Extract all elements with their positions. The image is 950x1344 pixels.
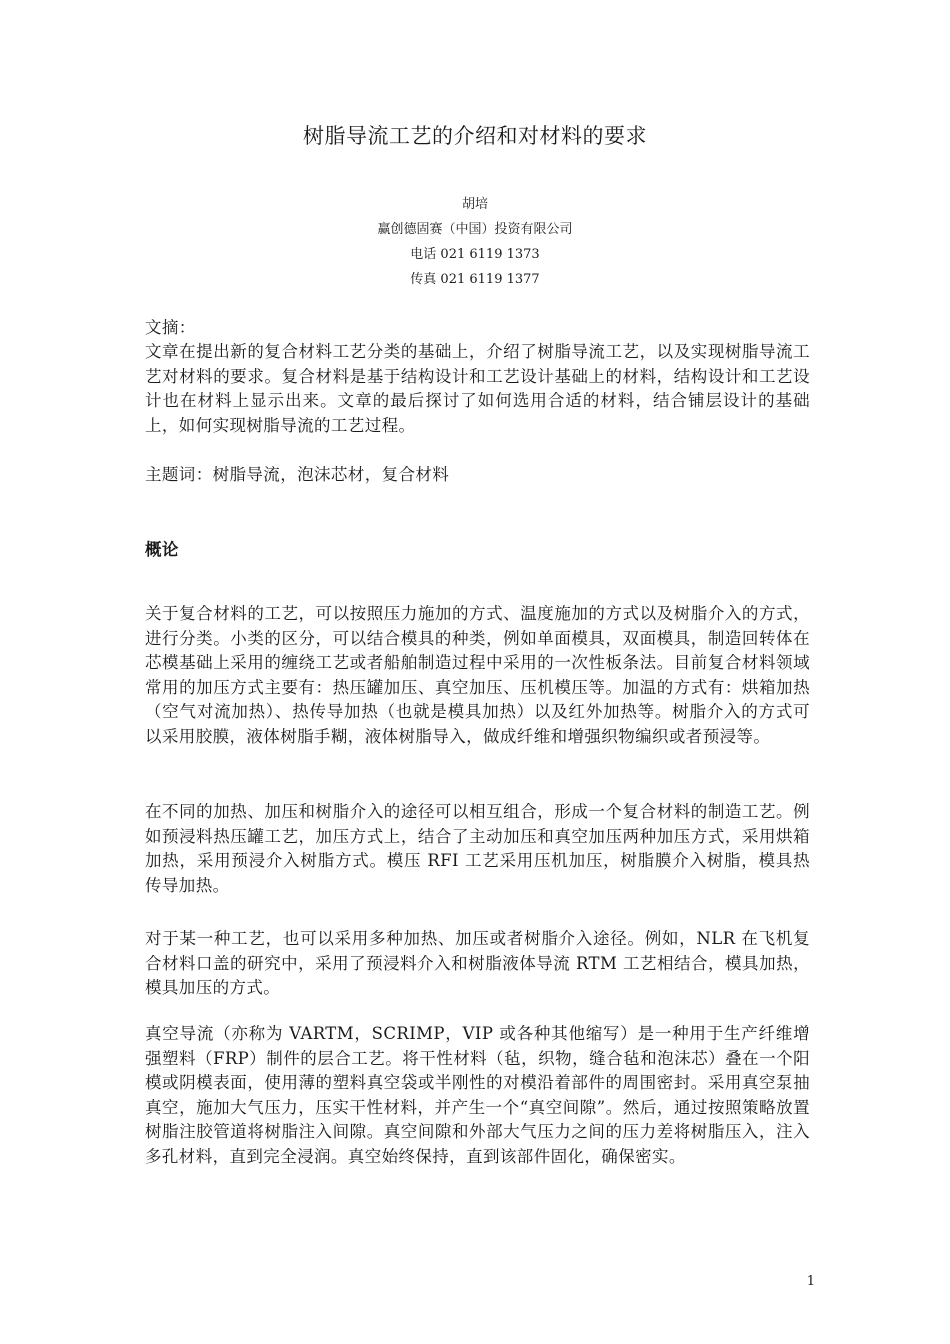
fax-number: 传真 021 6119 1377 (410, 272, 540, 287)
body-paragraph: 对于某一种工艺，也可以采用多种加热、加压或者树脂介入途径。例如，NLR 在飞机复合材料口盖的研究中，采用了预浸料介入和树脂液体导流 RTM 工艺相结合，模具加热，模具加压的方式。 (145, 929, 810, 997)
abstract-text: 文章在提出新的复合材料工艺分类的基础上，介绍了树脂导流工艺，以及实现树脂导流工艺对材料的要求。复合材料是基于结构设计和工艺设计基础上的材料，结构设计和工艺设计也在材料上显示出来。文章的最后探讨了如何选用合适的材料，结合铺层设计的基础上，如何实现树脂导流的工艺过程。 (145, 342, 810, 435)
company-name: 赢创德固赛（中国）投资有限公司 (377, 222, 573, 237)
body-paragraph: 在不同的加热、加压和树脂介入的途径可以相互组合，形成一个复合材料的制造工艺。例如预浸料热压罐工艺，加压方式上，结合了主动加压和真空加压两种加压方式，采用烘箱加热，采用预浸介入树脂方式。模压 RFI 工艺采用压机加压，树脂膜介入树脂，模具热传导加热。 (145, 802, 810, 895)
document-title: 树脂导流工艺的介绍和对材料的要求 (303, 124, 647, 148)
abstract-label: 文摘： (145, 318, 196, 337)
author-name: 胡培 (461, 197, 488, 212)
author-block (0, 192, 950, 292)
phone-number: 电话 021 6119 1373 (410, 247, 540, 262)
keywords-line: 主题词：树脂导流，泡沫芯材，复合材料 (145, 465, 450, 484)
body-paragraph: 真空导流（亦称为 VARTM，SCRIMP，VIP 或各种其他缩写）是一种用于生产纤维增强塑料（FRP）制件的层合工艺。将干性材料（毡，织物，缝合毡和泡沫芯）叠在一个阳模或阴模表面，使用薄的塑料真空袋或半刚性的对模沿着部件的周围密封。采用真空泵抽真空，施加大气压力，压实干性材料，并产生一个“真空间隙”。然后，通过按照策略放置树脂注胶管道将树脂注入间隙。真空间隙和外部大气压力之间的压力差将树脂压入，注入多孔材料，直到完全浸润。真空始终保持，直到该部件固化，确保密实。 (145, 1024, 810, 1166)
section-heading: 概论 (145, 540, 179, 559)
body-paragraph: 关于复合材料的工艺，可以按照压力施加的方式、温度施加的方式以及树脂介入的方式，进行分类。小类的区分，可以结合模具的种类，例如单面模具，双面模具，制造回转体在芯模基础上采用的缠绕工艺或者船舶制造过程中采用的一次性板条法。目前复合材料领域常用的加压方式主要有：热压罐加压、真空加压、压机模压等。加温的方式有：烘箱加热（空气对流加热）、热传导加热（也就是模具加热）以及红外加热等。树脂介入的方式可以采用胶膜，液体树脂手糊，液体树脂导入，做成纤维和增强织物编织或者预浸等。 (145, 604, 810, 746)
page-number: 1 (806, 1274, 815, 1289)
